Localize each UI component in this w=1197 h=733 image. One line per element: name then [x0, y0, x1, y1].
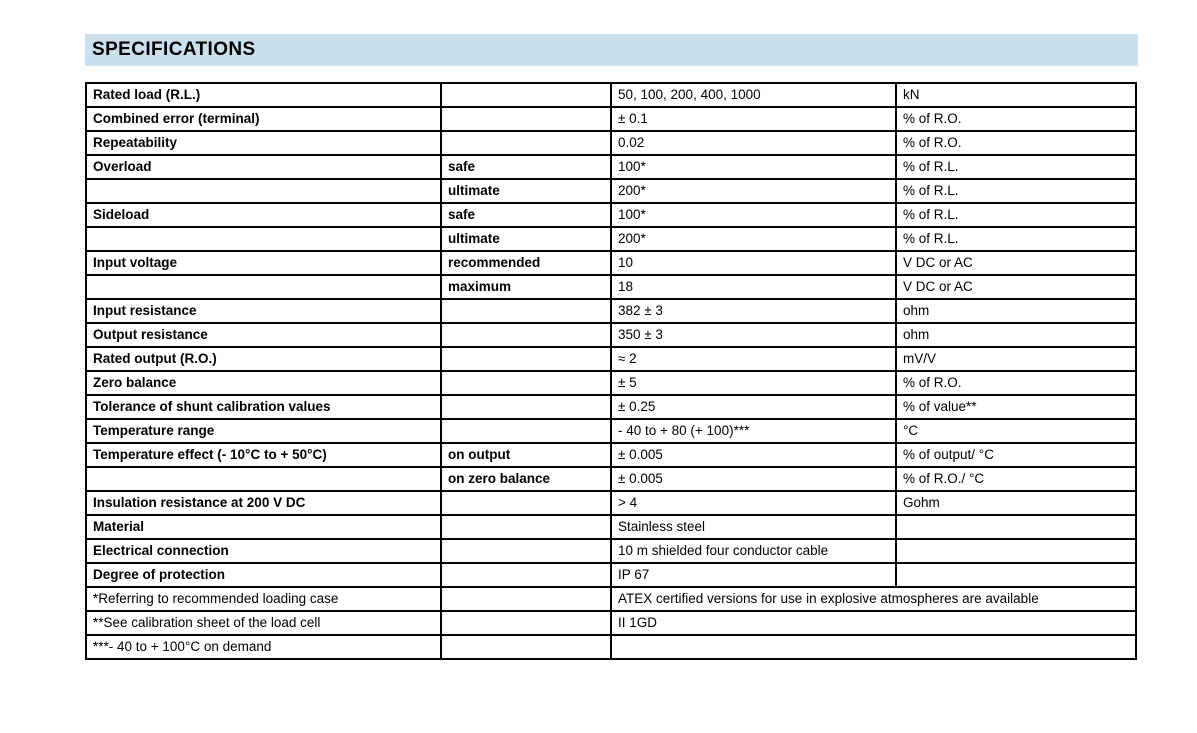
table-row — [86, 491, 1136, 515]
specifications-header-bar — [85, 34, 1138, 66]
spec-value: 382 ± 3 — [611, 299, 896, 323]
spec-subparam: ultimate — [441, 227, 611, 251]
spec-unit: ohm — [896, 299, 1136, 323]
spec-unit: Gohm — [896, 491, 1136, 515]
spec-value: ± 0.25 — [611, 395, 896, 419]
table-row — [86, 347, 1136, 371]
spec-param — [86, 227, 441, 251]
spec-unit: % of R.O. — [896, 107, 1136, 131]
spec-param: Input voltage — [86, 251, 441, 275]
table-row — [86, 83, 1136, 107]
spec-value: 200* — [611, 179, 896, 203]
spec-param: Combined error (terminal) — [86, 107, 441, 131]
table-row — [86, 563, 1136, 587]
specifications-table — [85, 82, 1137, 660]
spec-value: ATEX certified versions for use in explosive atmospheres are available — [611, 587, 1136, 611]
spec-subparam — [441, 563, 611, 587]
spec-value: 10 m shielded four conductor cable — [611, 539, 896, 563]
table-row — [86, 227, 1136, 251]
spec-unit: % of R.O. — [896, 371, 1136, 395]
spec-value: 100* — [611, 155, 896, 179]
spec-subparam: ultimate — [441, 179, 611, 203]
spec-unit: mV/V — [896, 347, 1136, 371]
spec-subparam — [441, 635, 611, 659]
table-row — [86, 587, 1136, 611]
spec-param: Rated load (R.L.) — [86, 83, 441, 107]
spec-param: Sideload — [86, 203, 441, 227]
table-row — [86, 203, 1136, 227]
spec-param: Repeatability — [86, 131, 441, 155]
spec-param: Rated output (R.O.) — [86, 347, 441, 371]
spec-subparam — [441, 611, 611, 635]
spec-value: - 40 to + 80 (+ 100)*** — [611, 419, 896, 443]
table-row — [86, 443, 1136, 467]
spec-param: Output resistance — [86, 323, 441, 347]
spec-param: Electrical connection — [86, 539, 441, 563]
spec-unit: ohm — [896, 323, 1136, 347]
spec-unit: V DC or AC — [896, 251, 1136, 275]
spec-value: ± 0.005 — [611, 467, 896, 491]
spec-unit: % of value** — [896, 395, 1136, 419]
spec-unit: V DC or AC — [896, 275, 1136, 299]
table-row — [86, 611, 1136, 635]
table-row — [86, 467, 1136, 491]
spec-subparam — [441, 491, 611, 515]
spec-subparam: recommended — [441, 251, 611, 275]
spec-subparam — [441, 515, 611, 539]
spec-param: Temperature effect (- 10°C to + 50°C) — [86, 443, 441, 467]
spec-param: *Referring to recommended loading case — [86, 587, 441, 611]
table-row — [86, 131, 1136, 155]
spec-param: Tolerance of shunt calibration values — [86, 395, 441, 419]
spec-value: ± 5 — [611, 371, 896, 395]
table-row — [86, 419, 1136, 443]
spec-subparam — [441, 395, 611, 419]
spec-param: Insulation resistance at 200 V DC — [86, 491, 441, 515]
spec-param: Zero balance — [86, 371, 441, 395]
spec-value: ≈ 2 — [611, 347, 896, 371]
spec-subparam — [441, 299, 611, 323]
spec-unit — [896, 515, 1136, 539]
spec-subparam: safe — [441, 203, 611, 227]
table-row — [86, 395, 1136, 419]
spec-value: 350 ± 3 — [611, 323, 896, 347]
spec-value: ± 0.005 — [611, 443, 896, 467]
spec-param: **See calibration sheet of the load cell — [86, 611, 441, 635]
spec-param: ***- 40 to + 100°C on demand — [86, 635, 441, 659]
spec-unit: % of R.L. — [896, 203, 1136, 227]
spec-subparam — [441, 131, 611, 155]
spec-unit: % of R.L. — [896, 155, 1136, 179]
table-row — [86, 635, 1136, 659]
spec-value: II 1GD — [611, 611, 1136, 635]
spec-unit: °C — [896, 419, 1136, 443]
spec-subparam — [441, 419, 611, 443]
spec-subparam — [441, 83, 611, 107]
spec-subparam: on zero balance — [441, 467, 611, 491]
table-row — [86, 275, 1136, 299]
spec-subparam — [441, 371, 611, 395]
table-row — [86, 107, 1136, 131]
table-row — [86, 515, 1136, 539]
spec-param — [86, 179, 441, 203]
spec-unit: % of R.O. — [896, 131, 1136, 155]
spec-unit — [896, 539, 1136, 563]
spec-subparam: safe — [441, 155, 611, 179]
page-title: SPECIFICATIONS — [92, 39, 256, 60]
spec-unit: % of R.L. — [896, 227, 1136, 251]
spec-value: IP 67 — [611, 563, 896, 587]
spec-subparam — [441, 323, 611, 347]
spec-value: Stainless steel — [611, 515, 896, 539]
spec-param: Overload — [86, 155, 441, 179]
table-row — [86, 539, 1136, 563]
spec-subparam — [441, 107, 611, 131]
spec-subparam — [441, 587, 611, 611]
spec-param — [86, 275, 441, 299]
table-row — [86, 371, 1136, 395]
table-row — [86, 179, 1136, 203]
spec-unit: kN — [896, 83, 1136, 107]
spec-unit: % of R.O./ °C — [896, 467, 1136, 491]
spec-param: Material — [86, 515, 441, 539]
spec-param — [86, 467, 441, 491]
spec-value: > 4 — [611, 491, 896, 515]
table-row — [86, 155, 1136, 179]
spec-value: 10 — [611, 251, 896, 275]
spec-value: ± 0.1 — [611, 107, 896, 131]
spec-param: Temperature range — [86, 419, 441, 443]
spec-value: 0.02 — [611, 131, 896, 155]
spec-subparam: on output — [441, 443, 611, 467]
spec-param: Input resistance — [86, 299, 441, 323]
spec-param: Degree of protection — [86, 563, 441, 587]
spec-value: 200* — [611, 227, 896, 251]
table-row — [86, 299, 1136, 323]
spec-subparam — [441, 539, 611, 563]
spec-subparam — [441, 347, 611, 371]
spec-unit: % of output/ °C — [896, 443, 1136, 467]
table-row — [86, 251, 1136, 275]
spec-value — [611, 635, 1136, 659]
spec-unit: % of R.L. — [896, 179, 1136, 203]
spec-value: 18 — [611, 275, 896, 299]
spec-subparam: maximum — [441, 275, 611, 299]
table-row — [86, 323, 1136, 347]
spec-unit — [896, 563, 1136, 587]
spec-value: 100* — [611, 203, 896, 227]
spec-table-body — [86, 83, 1136, 659]
spec-value: 50, 100, 200, 400, 1000 — [611, 83, 896, 107]
